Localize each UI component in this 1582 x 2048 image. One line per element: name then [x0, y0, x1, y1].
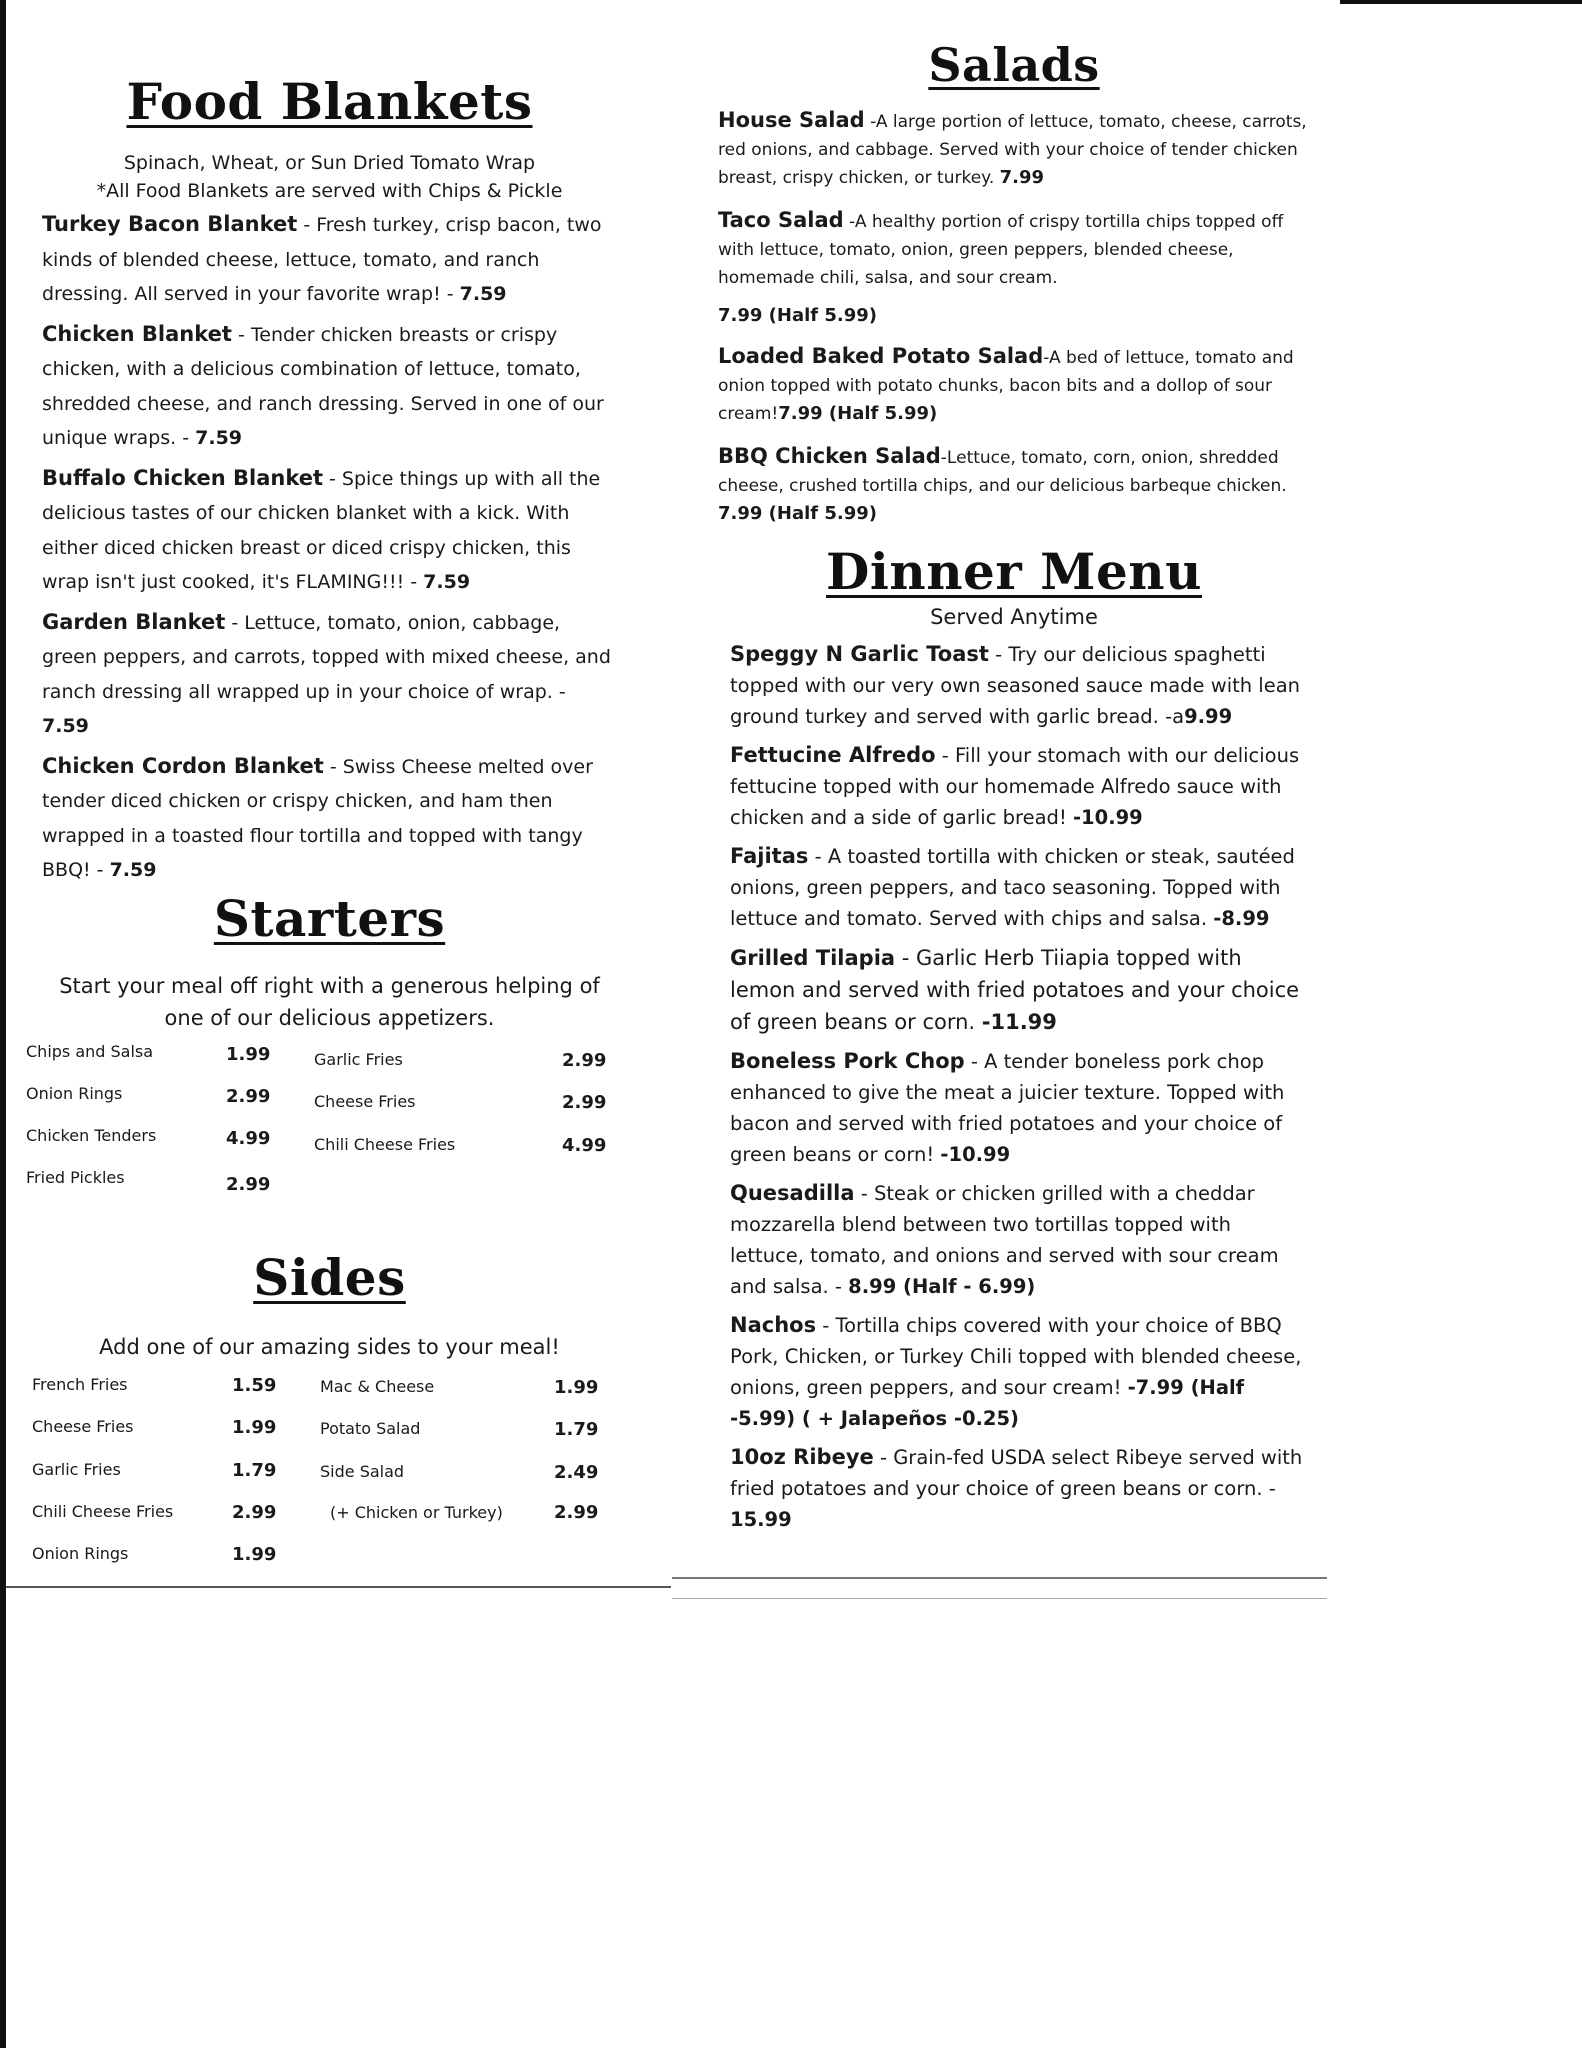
item-price: 9.99 [1184, 705, 1233, 728]
item-desc: - Swiss Cheese melted over tender diced chicken or crispy chicken, and ham then wrapped in a toasted flour tortilla and topped with tangy BBQ! - [42, 755, 593, 881]
starter-name: Chicken Tenders [26, 1125, 157, 1145]
food-blankets-intro [42, 149, 617, 205]
item-name: Garden Blanket [42, 609, 226, 634]
starter-name: Chili Cheese Fries [314, 1134, 456, 1154]
side-price: 2.99 [554, 1501, 599, 1523]
item-price: 15.99 [730, 1508, 792, 1531]
menu-item [42, 207, 617, 312]
item-name: Turkey Bacon Blanket [42, 212, 298, 236]
salads-title: Salads [928, 38, 1100, 92]
item-name: Fajitas [730, 844, 809, 868]
item-desc: -A healthy portion of crispy tortilla chips topped off with lettuce, tomato, onion, green peppers, blended cheese, homemade chili, salsa, and sour cream. [718, 212, 1284, 288]
item-name: Grilled Tilapia [730, 946, 896, 970]
starter-price: 2.99 [562, 1049, 607, 1071]
item-name: BBQ Chicken Salad [718, 444, 941, 468]
dinner-menu-title: Dinner Menu [826, 542, 1202, 601]
menu-item [718, 442, 1310, 528]
item-price: 7.59 [42, 715, 89, 737]
item-name: Chicken Cordon Blanket [42, 753, 324, 778]
menu-item [730, 1046, 1310, 1170]
menu-item [718, 106, 1310, 192]
item-price: -10.99 [940, 1143, 1011, 1166]
item-desc: - Tender chicken breasts or crispy chicken, with a delicious combination of lettuce, tomato, shredded cheese, and ranch dressing. Served in one of our unique wraps. - [42, 323, 604, 449]
food-blankets-title: Food Blankets [126, 72, 533, 131]
item-desc: -Lettuce, tomato, corn, onion, shredded cheese, crushed tortilla chips, and our delicious barbeque chicken. [718, 448, 1287, 496]
item-desc: -A bed of lettuce, tomato and onion topped with potato chunks, bacon bits and a dollop of sour cream! [718, 348, 1294, 424]
menu-item [718, 342, 1310, 428]
item-name: Nachos [730, 1313, 817, 1337]
item-price: 8.99 (Half - 6.99) [848, 1275, 1036, 1298]
item-price: 7.59 [109, 859, 157, 881]
menu-item [42, 461, 617, 600]
item-desc: - Lettuce, tomato, onion, cabbage, green peppers, and carrots, topped with mixed cheese, and ranch dressing all wrapped up in your choice of wrap. - [42, 611, 611, 703]
starters-title: Starters [213, 888, 446, 948]
menu-item [42, 317, 617, 456]
page-edge-line [672, 1577, 1327, 1579]
starter-name: Fried Pickles [26, 1167, 125, 1187]
item-desc: - A tender boneless pork chop enhanced to give the meat a juicier texture. Topped with bacon and served with fried potatoes and your choice of green beans or corn! [730, 1050, 1285, 1166]
starter-price: 4.99 [562, 1134, 607, 1156]
dinner-subtitle: Served Anytime [930, 605, 1098, 629]
side-price: 1.79 [554, 1418, 599, 1440]
item-name: Chicken Blanket [42, 321, 232, 346]
side-name: French Fries [32, 1374, 128, 1394]
side-price: 2.49 [554, 1461, 599, 1483]
starter-price: 2.99 [226, 1173, 271, 1195]
item-desc: - Fresh turkey, crisp bacon, two kinds of blended cheese, lettuce, tomato, and ranch dressing. All served in your favorite wrap! - [42, 214, 602, 305]
item-desc: -A large portion of lettuce, tomato, cheese, carrots, red onions, and cabbage. Served with your choice of tender chicken breast, crispy chicken, or turkey. [718, 112, 1307, 188]
item-name: House Salad [718, 108, 865, 132]
starter-name: Cheese Fries [314, 1091, 416, 1111]
item-name: Quesadilla [730, 1181, 855, 1205]
item-name: Boneless Pork Chop [730, 1049, 965, 1073]
starters-intro: Start your meal off right with a generous helping of one of our delicious appetizers. [59, 973, 600, 1030]
item-price: -10.99 [1072, 806, 1143, 829]
starter-price: 4.99 [226, 1127, 271, 1149]
side-price: 1.99 [554, 1376, 599, 1398]
side-price: 1.79 [232, 1459, 277, 1481]
sides-list [32, 1375, 632, 1585]
side-name: Mac & Cheese [320, 1376, 435, 1396]
item-price: 7.99 (Half 5.99) [778, 403, 938, 424]
scan-edge [1340, 0, 1582, 4]
side-addon-note: (+ Chicken or Turkey) [330, 1502, 503, 1522]
item-desc: - Try our delicious spaghetti topped with our very own seasoned sauce made with lean ground turkey and served with garlic bread. -a [730, 643, 1301, 728]
sides-intro: Add one of our amazing sides to your meal! [99, 1334, 560, 1359]
starter-name: Chips and Salsa [26, 1041, 154, 1061]
menu-item [42, 749, 617, 888]
starter-price: 2.99 [226, 1085, 271, 1107]
right-column [718, 38, 1310, 1543]
starter-name: Onion Rings [26, 1083, 123, 1103]
menu-item [718, 302, 1310, 330]
wrap-options: Spinach, Wheat, or Sun Dried Tomato Wrap [123, 152, 536, 174]
item-price: 7.99 (Half 5.99) [718, 305, 878, 326]
item-name: Loaded Baked Potato Salad [718, 344, 1044, 368]
menu-item [730, 1442, 1310, 1535]
menu-item [730, 639, 1310, 732]
item-desc: - A toasted tortilla with chicken or steak, sautéed onions, green peppers, and taco seasoning. Topped with lettuce and tomato. Served with chips and salsa. [730, 845, 1295, 930]
page-edge-line [672, 1598, 1327, 1599]
item-desc: - Grain-fed USDA select Ribeye served with fried potatoes and your choice of green beans or corn. - [730, 1446, 1303, 1500]
item-name: Buffalo Chicken Blanket [42, 465, 323, 490]
side-name: Garlic Fries [32, 1459, 121, 1479]
item-name: 10oz Ribeye [730, 1445, 874, 1469]
side-name: Potato Salad [320, 1418, 421, 1438]
side-price: 1.59 [232, 1374, 277, 1396]
item-price: -11.99 [981, 1010, 1057, 1034]
left-column [26, 72, 617, 1585]
side-price: 2.99 [232, 1501, 277, 1523]
served-with-note: *All Food Blankets are served with Chips & Pickle [96, 180, 563, 202]
starter-price: 1.99 [226, 1043, 271, 1065]
starter-name: Garlic Fries [314, 1049, 403, 1069]
item-price: -7.99 (Half -5.99) ( + Jalapeños -0.25) [730, 1376, 1245, 1430]
menu-item [730, 740, 1310, 833]
item-name: Taco Salad [718, 208, 844, 232]
item-price: 7.59 [459, 283, 507, 305]
item-price: 7.59 [423, 571, 471, 593]
starters-list [26, 1042, 626, 1210]
item-desc: - Tortilla chips covered with your choice of BBQ Pork, Chicken, or Turkey Chili topped with blended cheese, onions, green peppers, and sour cream! [730, 1314, 1302, 1399]
side-price: 1.99 [232, 1543, 277, 1565]
item-price: 7.99 (Half 5.99) [718, 503, 878, 524]
side-name: Chili Cheese Fries [32, 1501, 174, 1521]
menu-item [42, 605, 617, 744]
menu-item [730, 1310, 1310, 1434]
side-name: Side Salad [320, 1461, 405, 1481]
item-price: 7.59 [195, 427, 243, 449]
item-name: Speggy N Garlic Toast [730, 642, 989, 666]
menu-item [730, 841, 1310, 934]
item-name: Fettucine Alfredo [730, 743, 936, 767]
side-price: 1.99 [232, 1416, 277, 1438]
item-desc: - Steak or chicken grilled with a cheddar mozzarella blend between two tortillas topped with lettuce, tomato, and onions and served with sour cream and salsa. - [730, 1182, 1279, 1298]
side-name: Onion Rings [32, 1543, 129, 1563]
item-desc: - Spice things up with all the delicious tastes of our chicken blanket with a kick. With either diced chicken breast or diced crispy chicken, this wrap isn't just cooked, it's FLAMING!!! - [42, 467, 601, 593]
item-desc: - Garlic Herb Tiiapia topped with lemon and served with fried potatoes and your choice of green beans or corn. [730, 946, 1300, 1034]
sides-title: Sides [253, 1247, 406, 1307]
item-price: -8.99 [1213, 907, 1270, 930]
item-desc: - Fill your stomach with our delicious fettucine topped with our homemade Alfredo sauce with chicken and a side of garlic bread! [730, 744, 1300, 829]
item-price: 7.99 [999, 167, 1045, 188]
starter-price: 2.99 [562, 1091, 607, 1113]
menu-item [718, 206, 1310, 292]
menu-item [730, 942, 1310, 1038]
menu-item [730, 1178, 1310, 1302]
side-name: Cheese Fries [32, 1416, 134, 1436]
